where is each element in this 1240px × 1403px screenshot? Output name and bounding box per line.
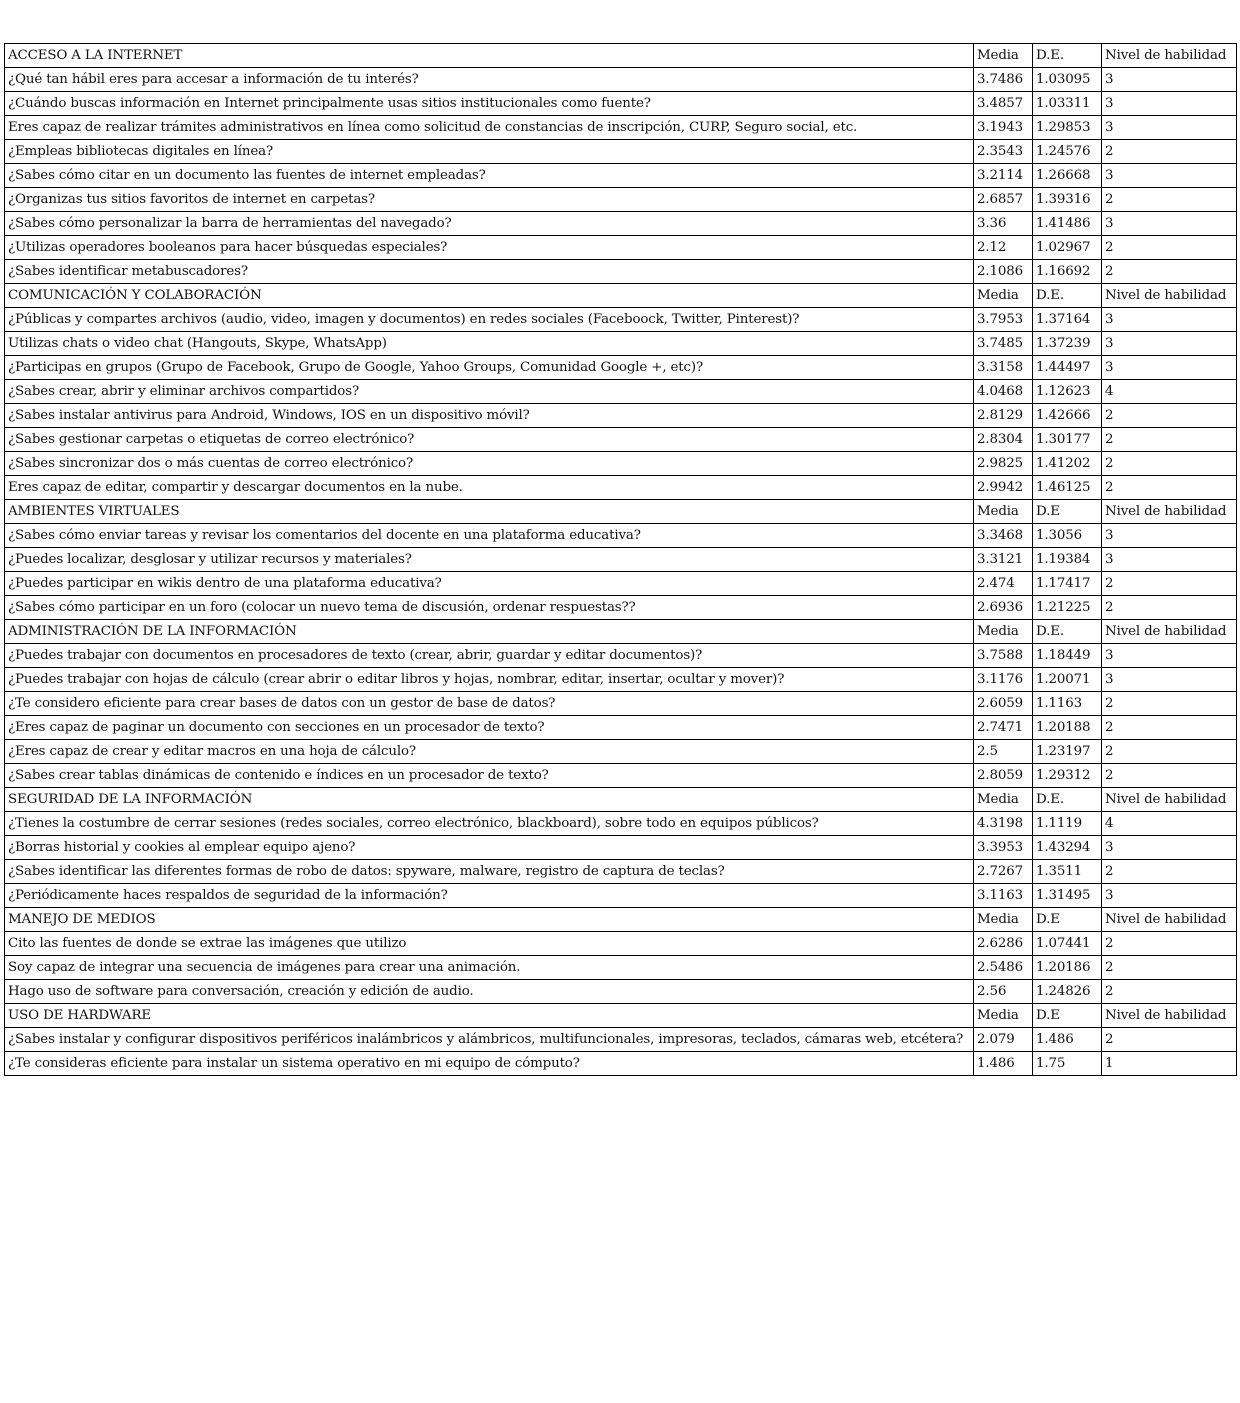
de-cell: 1.19384 — [1033, 548, 1102, 572]
table-row — [5, 548, 1237, 572]
media-cell: 2.079 — [974, 1028, 1033, 1052]
question-cell: ¿Sabes identificar metabuscadores? — [5, 260, 974, 284]
table-row — [5, 524, 1237, 548]
section-header-row — [5, 1004, 1237, 1028]
table-row — [5, 692, 1237, 716]
table-row — [5, 596, 1237, 620]
de-cell: 1.07441 — [1033, 932, 1102, 956]
media-cell: 3.4857 — [974, 92, 1033, 116]
media-cell: 3.1943 — [974, 116, 1033, 140]
de-cell: 1.30177 — [1033, 428, 1102, 452]
section-title: SEGURIDAD DE LA INFORMACIÓN — [5, 788, 974, 812]
de-cell: 1.1119 — [1033, 812, 1102, 836]
question-cell: ¿Periódicamente haces respaldos de seguridad de la información? — [5, 884, 974, 908]
nivel-cell: 3 — [1102, 308, 1237, 332]
nivel-cell: 4 — [1102, 380, 1237, 404]
nivel-cell: 2 — [1102, 428, 1237, 452]
nivel-cell: 2 — [1102, 452, 1237, 476]
de-cell: 1.42666 — [1033, 404, 1102, 428]
question-cell: ¿Puedes trabajar con documentos en procesadores de texto (crear, abrir, guardar y editar documentos)? — [5, 644, 974, 668]
question-cell: ¿Sabes gestionar carpetas o etiquetas de correo electrónico? — [5, 428, 974, 452]
de-cell: 1.1163 — [1033, 692, 1102, 716]
section-title: MANEJO DE MEDIOS — [5, 908, 974, 932]
nivel-cell: 3 — [1102, 668, 1237, 692]
de-cell: 1.18449 — [1033, 644, 1102, 668]
header-media: Media — [974, 44, 1033, 68]
header-nivel: Nivel de habilidad — [1102, 788, 1237, 812]
media-cell: 2.7471 — [974, 716, 1033, 740]
question-cell: Soy capaz de integrar una secuencia de imágenes para crear una animación. — [5, 956, 974, 980]
de-cell: 1.12623 — [1033, 380, 1102, 404]
nivel-cell: 3 — [1102, 212, 1237, 236]
question-cell: ¿Públicas y compartes archivos (audio, video, imagen y documentos) en redes sociales (Faceboock, Twitter, Pinterest)? — [5, 308, 974, 332]
question-cell: ¿Organizas tus sitios favoritos de internet en carpetas? — [5, 188, 974, 212]
nivel-cell: 2 — [1102, 1028, 1237, 1052]
media-cell: 2.6936 — [974, 596, 1033, 620]
table-row — [5, 764, 1237, 788]
media-cell: 4.3198 — [974, 812, 1033, 836]
de-cell: 1.41486 — [1033, 212, 1102, 236]
nivel-cell: 1 — [1102, 1052, 1237, 1076]
table-row — [5, 980, 1237, 1004]
question-cell: ¿Participas en grupos (Grupo de Facebook, Grupo de Google, Yahoo Groups, Comunidad Google +, etc)? — [5, 356, 974, 380]
header-nivel: Nivel de habilidad — [1102, 44, 1237, 68]
table-row — [5, 92, 1237, 116]
nivel-cell: 4 — [1102, 812, 1237, 836]
media-cell: 2.12 — [974, 236, 1033, 260]
de-cell: 1.29312 — [1033, 764, 1102, 788]
media-cell: 2.8304 — [974, 428, 1033, 452]
de-cell: 1.486 — [1033, 1028, 1102, 1052]
de-cell: 1.39316 — [1033, 188, 1102, 212]
table-row — [5, 1028, 1237, 1052]
table-row — [5, 860, 1237, 884]
question-cell: ¿Te consideras eficiente para instalar un sistema operativo en mi equipo de cómputo? — [5, 1052, 974, 1076]
table-row — [5, 212, 1237, 236]
table-row — [5, 260, 1237, 284]
question-cell: ¿Sabes crear, abrir y eliminar archivos compartidos? — [5, 380, 974, 404]
section-title: COMUNICACIÓN Y COLABORACIÓN — [5, 284, 974, 308]
table-row — [5, 644, 1237, 668]
question-cell: Eres capaz de editar, compartir y descargar documentos en la nube. — [5, 476, 974, 500]
table-row — [5, 476, 1237, 500]
header-de: D.E — [1033, 908, 1102, 932]
nivel-cell: 3 — [1102, 332, 1237, 356]
nivel-cell: 2 — [1102, 476, 1237, 500]
nivel-cell: 3 — [1102, 524, 1237, 548]
table-row — [5, 812, 1237, 836]
header-nivel: Nivel de habilidad — [1102, 284, 1237, 308]
de-cell: 1.21225 — [1033, 596, 1102, 620]
media-cell: 2.5 — [974, 740, 1033, 764]
question-cell: ¿Qué tan hábil eres para accesar a información de tu interés? — [5, 68, 974, 92]
de-cell: 1.24826 — [1033, 980, 1102, 1004]
table-row — [5, 356, 1237, 380]
table-row — [5, 956, 1237, 980]
section-header-row — [5, 44, 1237, 68]
nivel-cell: 3 — [1102, 164, 1237, 188]
section-title: AMBIENTES VIRTUALES — [5, 500, 974, 524]
question-cell: ¿Puedes participar en wikis dentro de una plataforma educativa? — [5, 572, 974, 596]
nivel-cell: 2 — [1102, 956, 1237, 980]
de-cell: 1.41202 — [1033, 452, 1102, 476]
section-title: ACCESO A LA INTERNET — [5, 44, 974, 68]
nivel-cell: 2 — [1102, 860, 1237, 884]
de-cell: 1.44497 — [1033, 356, 1102, 380]
de-cell: 1.75 — [1033, 1052, 1102, 1076]
section-header-row — [5, 788, 1237, 812]
media-cell: 3.36 — [974, 212, 1033, 236]
media-cell: 3.3953 — [974, 836, 1033, 860]
header-de: D.E — [1033, 1004, 1102, 1028]
de-cell: 1.03095 — [1033, 68, 1102, 92]
media-cell: 2.474 — [974, 572, 1033, 596]
nivel-cell: 3 — [1102, 356, 1237, 380]
nivel-cell: 3 — [1102, 836, 1237, 860]
de-cell: 1.37164 — [1033, 308, 1102, 332]
media-cell: 2.5486 — [974, 956, 1033, 980]
de-cell: 1.24576 — [1033, 140, 1102, 164]
nivel-cell: 2 — [1102, 404, 1237, 428]
section-header-row — [5, 908, 1237, 932]
question-cell: ¿Utilizas operadores booleanos para hacer búsquedas especiales? — [5, 236, 974, 260]
de-cell: 1.43294 — [1033, 836, 1102, 860]
table-row — [5, 572, 1237, 596]
question-cell: ¿Sabes identificar las diferentes formas de robo de datos: spyware, malware, registro de captura de teclas? — [5, 860, 974, 884]
question-cell: ¿Eres capaz de paginar un documento con secciones en un procesador de texto? — [5, 716, 974, 740]
media-cell: 2.9825 — [974, 452, 1033, 476]
table-row — [5, 116, 1237, 140]
question-cell: ¿Sabes cómo enviar tareas y revisar los comentarios del docente en una plataforma educativa? — [5, 524, 974, 548]
de-cell: 1.16692 — [1033, 260, 1102, 284]
header-de: D.E. — [1033, 788, 1102, 812]
nivel-cell: 2 — [1102, 740, 1237, 764]
header-de: D.E. — [1033, 620, 1102, 644]
question-cell: ¿Borras historial y cookies al emplear equipo ajeno? — [5, 836, 974, 860]
nivel-cell: 3 — [1102, 548, 1237, 572]
nivel-cell: 2 — [1102, 260, 1237, 284]
nivel-cell: 3 — [1102, 68, 1237, 92]
table-row — [5, 140, 1237, 164]
question-cell: ¿Cuándo buscas información en Internet principalmente usas sitios institucionales como fuente? — [5, 92, 974, 116]
header-de: D.E — [1033, 500, 1102, 524]
media-cell: 1.486 — [974, 1052, 1033, 1076]
question-cell: ¿Te considero eficiente para crear bases de datos con un gestor de base de datos? — [5, 692, 974, 716]
media-cell: 2.9942 — [974, 476, 1033, 500]
nivel-cell: 3 — [1102, 644, 1237, 668]
media-cell: 2.6857 — [974, 188, 1033, 212]
question-cell: ¿Eres capaz de crear y editar macros en una hoja de cálculo? — [5, 740, 974, 764]
nivel-cell: 3 — [1102, 116, 1237, 140]
de-cell: 1.29853 — [1033, 116, 1102, 140]
header-media: Media — [974, 1004, 1033, 1028]
question-cell: ¿Sabes crear tablas dinámicas de contenido e índices en un procesador de texto? — [5, 764, 974, 788]
question-cell: ¿Sabes cómo participar en un foro (colocar un nuevo tema de discusión, ordenar respuestas?? — [5, 596, 974, 620]
nivel-cell: 2 — [1102, 596, 1237, 620]
question-cell: Hago uso de software para conversación, creación y edición de audio. — [5, 980, 974, 1004]
table-row — [5, 884, 1237, 908]
question-cell: ¿Sabes instalar antivirus para Android, Windows, IOS en un dispositivo móvil? — [5, 404, 974, 428]
de-cell: 1.17417 — [1033, 572, 1102, 596]
media-cell: 2.6286 — [974, 932, 1033, 956]
media-cell: 3.3121 — [974, 548, 1033, 572]
header-media: Media — [974, 620, 1033, 644]
de-cell: 1.37239 — [1033, 332, 1102, 356]
question-cell: ¿Empleas bibliotecas digitales en línea? — [5, 140, 974, 164]
question-cell: ¿Sabes cómo citar en un documento las fuentes de internet empleadas? — [5, 164, 974, 188]
media-cell: 2.7267 — [974, 860, 1033, 884]
table-row — [5, 740, 1237, 764]
question-cell: ¿Sabes instalar y configurar dispositivos periféricos inalámbricos y alámbricos, multifuncionales, impresoras, teclados, cámaras web, etcétera? — [5, 1028, 974, 1052]
section-header-row — [5, 500, 1237, 524]
de-cell: 1.31495 — [1033, 884, 1102, 908]
header-nivel: Nivel de habilidad — [1102, 500, 1237, 524]
section-title: USO DE HARDWARE — [5, 1004, 974, 1028]
question-cell: ¿Tienes la costumbre de cerrar sesiones (redes sociales, correo electrónico, blackboard), sobre todo en equipos públicos? — [5, 812, 974, 836]
de-cell: 1.20071 — [1033, 668, 1102, 692]
question-cell: ¿Sabes sincronizar dos o más cuentas de correo electrónico? — [5, 452, 974, 476]
header-de: D.E. — [1033, 284, 1102, 308]
de-cell: 1.20186 — [1033, 956, 1102, 980]
nivel-cell: 3 — [1102, 884, 1237, 908]
nivel-cell: 2 — [1102, 716, 1237, 740]
header-media: Media — [974, 284, 1033, 308]
section-header-row — [5, 620, 1237, 644]
table-row — [5, 932, 1237, 956]
media-cell: 3.7953 — [974, 308, 1033, 332]
table-row — [5, 308, 1237, 332]
nivel-cell: 2 — [1102, 188, 1237, 212]
header-de: D.E. — [1033, 44, 1102, 68]
nivel-cell: 2 — [1102, 980, 1237, 1004]
question-cell: Utilizas chats o video chat (Hangouts, Skype, WhatsApp) — [5, 332, 974, 356]
media-cell: 3.7588 — [974, 644, 1033, 668]
nivel-cell: 3 — [1102, 92, 1237, 116]
de-cell: 1.20188 — [1033, 716, 1102, 740]
de-cell: 1.23197 — [1033, 740, 1102, 764]
media-cell: 3.1163 — [974, 884, 1033, 908]
header-media: Media — [974, 908, 1033, 932]
table-row — [5, 164, 1237, 188]
table-body — [5, 44, 1237, 1076]
question-cell: ¿Puedes trabajar con hojas de cálculo (crear abrir o editar libros y hojas, nombrar, editar, insertar, ocultar y mover)? — [5, 668, 974, 692]
table-row — [5, 380, 1237, 404]
table-row — [5, 452, 1237, 476]
table-row — [5, 236, 1237, 260]
media-cell: 2.3543 — [974, 140, 1033, 164]
media-cell: 2.6059 — [974, 692, 1033, 716]
nivel-cell: 2 — [1102, 692, 1237, 716]
media-cell: 2.8129 — [974, 404, 1033, 428]
table-row — [5, 188, 1237, 212]
media-cell: 3.3158 — [974, 356, 1033, 380]
table-row — [5, 1052, 1237, 1076]
table-row — [5, 68, 1237, 92]
de-cell: 1.03311 — [1033, 92, 1102, 116]
survey-results-table — [4, 43, 1237, 1076]
header-nivel: Nivel de habilidad — [1102, 620, 1237, 644]
media-cell: 4.0468 — [974, 380, 1033, 404]
nivel-cell: 2 — [1102, 572, 1237, 596]
question-cell: Cito las fuentes de donde se extrae las imágenes que utilizo — [5, 932, 974, 956]
de-cell: 1.02967 — [1033, 236, 1102, 260]
header-media: Media — [974, 500, 1033, 524]
media-cell: 2.56 — [974, 980, 1033, 1004]
de-cell: 1.46125 — [1033, 476, 1102, 500]
nivel-cell: 2 — [1102, 764, 1237, 788]
section-title: ADMINISTRACIÓN DE LA INFORMACIÓN — [5, 620, 974, 644]
de-cell: 1.26668 — [1033, 164, 1102, 188]
table-row — [5, 716, 1237, 740]
table-row — [5, 836, 1237, 860]
media-cell: 3.2114 — [974, 164, 1033, 188]
table-row — [5, 668, 1237, 692]
nivel-cell: 2 — [1102, 236, 1237, 260]
header-nivel: Nivel de habilidad — [1102, 1004, 1237, 1028]
header-media: Media — [974, 788, 1033, 812]
table-row — [5, 428, 1237, 452]
media-cell: 3.7485 — [974, 332, 1033, 356]
header-nivel: Nivel de habilidad — [1102, 908, 1237, 932]
de-cell: 1.3056 — [1033, 524, 1102, 548]
question-cell: ¿Sabes cómo personalizar la barra de herramientas del navegado? — [5, 212, 974, 236]
media-cell: 3.3468 — [974, 524, 1033, 548]
media-cell: 3.7486 — [974, 68, 1033, 92]
table-row — [5, 404, 1237, 428]
media-cell: 3.1176 — [974, 668, 1033, 692]
section-header-row — [5, 284, 1237, 308]
table-row — [5, 332, 1237, 356]
nivel-cell: 2 — [1102, 932, 1237, 956]
question-cell: ¿Puedes localizar, desglosar y utilizar recursos y materiales? — [5, 548, 974, 572]
nivel-cell: 2 — [1102, 140, 1237, 164]
media-cell: 2.8059 — [974, 764, 1033, 788]
de-cell: 1.3511 — [1033, 860, 1102, 884]
media-cell: 2.1086 — [974, 260, 1033, 284]
question-cell: Eres capaz de realizar trámites administrativos en línea como solicitud de constancias de inscripción, CURP, Seguro social, etc. — [5, 116, 974, 140]
